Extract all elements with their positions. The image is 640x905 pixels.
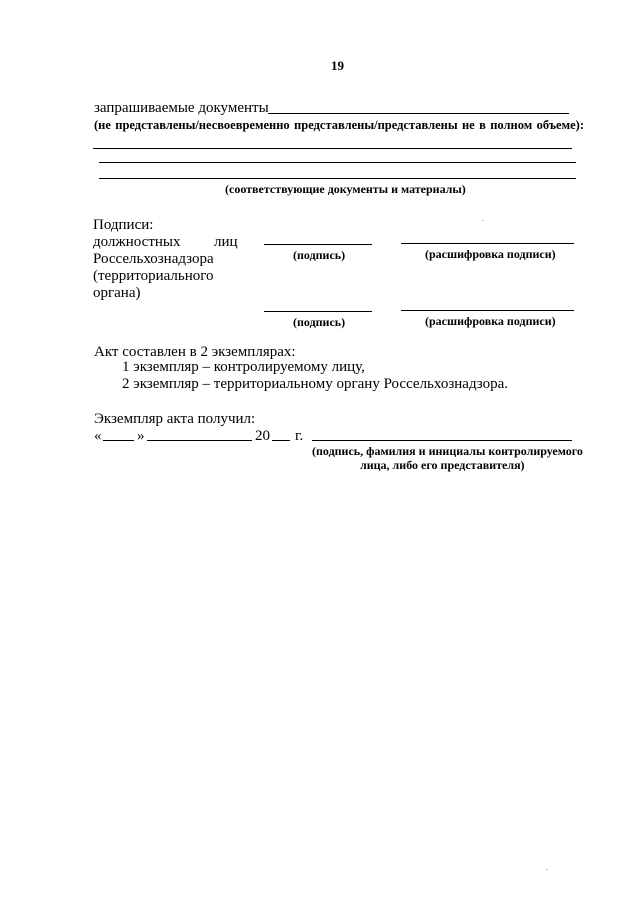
date-day-line <box>103 440 134 441</box>
docs-caption: (соответствующие документы и материалы) <box>225 182 466 196</box>
decode-line-1 <box>401 243 574 244</box>
scan-speck <box>546 869 548 870</box>
receipt-heading: Экземпляр акта получил: <box>94 411 256 427</box>
receipt-caption-line-1: (подпись, фамилия и инициалы контролируемого <box>312 444 583 458</box>
decode-line-2 <box>401 310 574 311</box>
signature-line-2 <box>264 311 372 312</box>
signatures-heading: Подписи: <box>93 217 154 233</box>
date-year-prefix: 20 <box>255 428 270 444</box>
officials-line-4: органа) <box>93 285 141 301</box>
page-number: 19 <box>331 58 344 73</box>
receipt-signature-line <box>312 440 572 441</box>
decode-caption-2: (расшифровка подписи) <box>425 314 556 328</box>
requested-docs-status-options: (не представлены/несвоевременно представлены/представлены не в полном объеме): <box>94 118 584 132</box>
date-quote-open: « <box>94 428 102 444</box>
officials-line-1a: должностных <box>93 234 181 250</box>
act-copy-1: 1 экземпляр – контролируемому лицу, <box>122 359 365 375</box>
officials-line-3: (территориального <box>93 268 214 284</box>
scan-speck <box>482 220 484 221</box>
docs-line-2 <box>99 162 576 163</box>
decode-caption-1: (расшифровка подписи) <box>425 247 556 261</box>
signature-caption-2: (подпись) <box>293 315 346 329</box>
docs-line-3 <box>99 178 576 179</box>
signature-caption-1: (подпись) <box>293 248 346 262</box>
officials-line-1b: лиц <box>214 234 238 250</box>
receipt-caption-line-2: лица, либо его представителя) <box>360 458 525 472</box>
date-month-line <box>147 440 252 441</box>
signature-line-1 <box>264 244 372 245</box>
date-year-line <box>272 440 290 441</box>
requested-docs-label: запрашиваемые документы <box>94 100 269 116</box>
docs-line-1 <box>93 148 572 149</box>
requested-docs-fill-line <box>268 113 569 114</box>
act-heading: Акт составлен в 2 экземплярах: <box>94 344 296 360</box>
date-year-suffix: г. <box>295 428 304 444</box>
act-copy-2: 2 экземпляр – территориальному органу Россельхознадзора. <box>122 376 509 392</box>
officials-line-2: Россельхознадзора <box>93 251 214 267</box>
date-quote-close: » <box>137 428 145 444</box>
